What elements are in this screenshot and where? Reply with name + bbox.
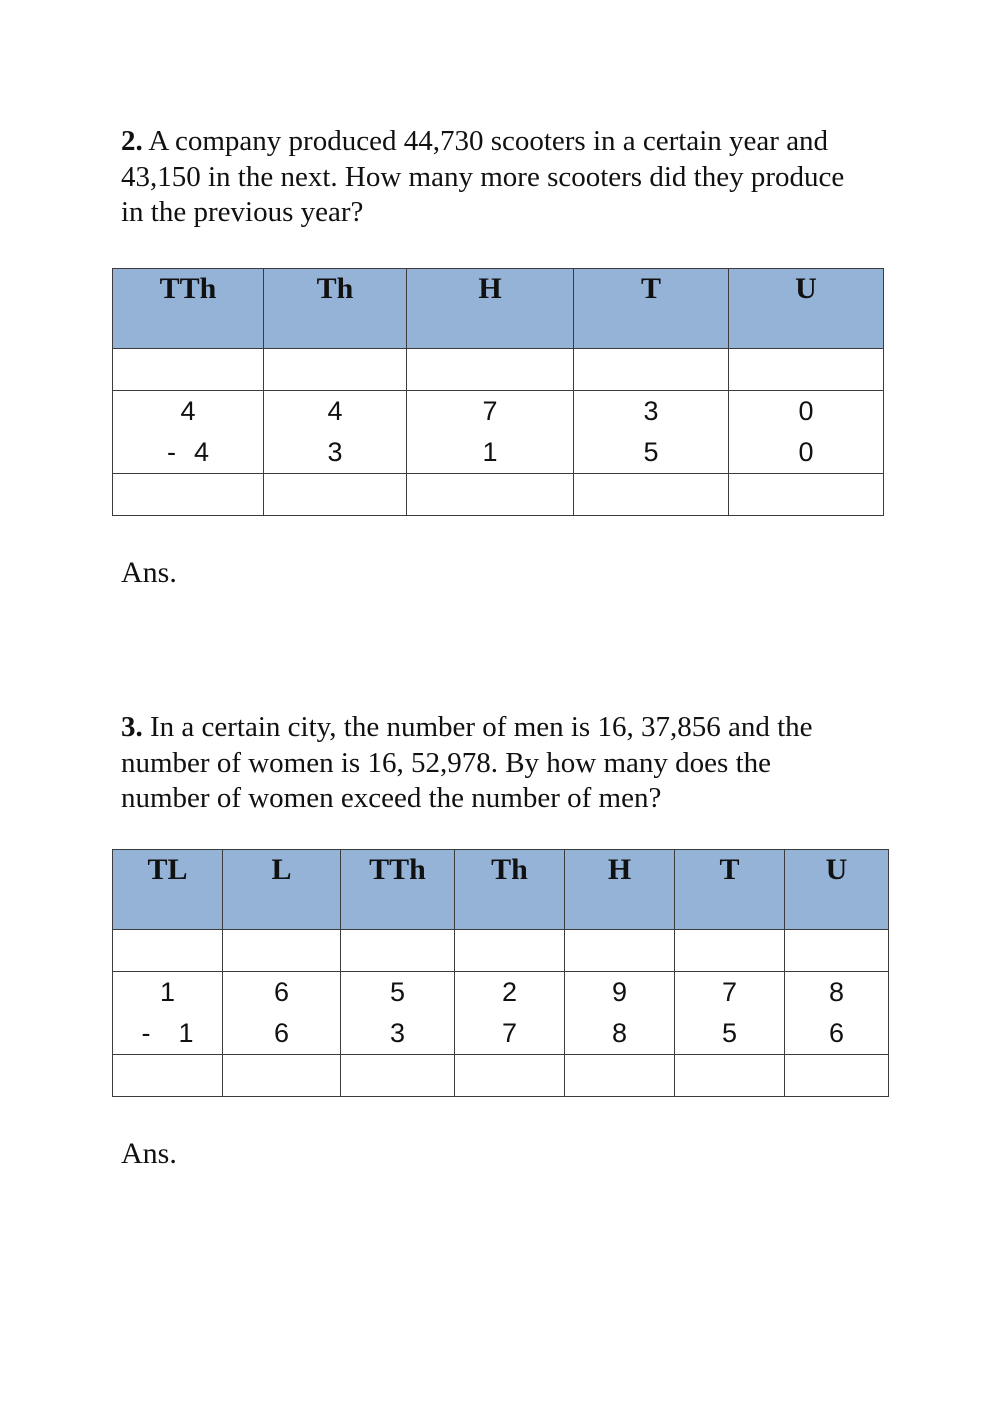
minuend-digit: 2 xyxy=(501,977,518,1007)
digit-cell xyxy=(113,391,264,474)
question-2-line-3: in the previous year? xyxy=(121,196,364,228)
minuend-digit: 7 xyxy=(721,977,738,1007)
digit-cell xyxy=(785,972,889,1055)
minuend-digit: 6 xyxy=(273,977,290,1007)
header-cell: Th xyxy=(264,269,407,349)
subtrahend-digit: 5 xyxy=(721,1018,738,1048)
question-3-number: 3. xyxy=(121,711,143,743)
minuend-digit: 3 xyxy=(643,396,659,426)
answer-cell[interactable] xyxy=(565,1055,675,1097)
question-2-line-2: 43,150 in the next. How many more scooters did they produce xyxy=(121,160,845,193)
header-cell: TTh xyxy=(113,269,264,349)
header-cell: T xyxy=(574,269,729,349)
subtraction-row xyxy=(113,391,884,474)
subtrahend-digit-with-sign: - 4 xyxy=(113,432,263,473)
answer-row xyxy=(113,474,884,516)
answer-cell[interactable] xyxy=(113,1055,223,1097)
header-cell: T xyxy=(675,850,785,930)
digit-cell xyxy=(455,972,565,1055)
blank-cell[interactable] xyxy=(407,349,574,391)
digit-cell xyxy=(729,391,884,474)
question-2-line-1: 2. A company produced 44,730 scooters in a certain year and xyxy=(121,125,829,157)
blank-cell[interactable] xyxy=(565,930,675,972)
answer-cell[interactable] xyxy=(574,474,729,516)
minus-sign: - xyxy=(141,1018,151,1048)
minuend-digit: 9 xyxy=(611,977,628,1007)
answer-cell[interactable] xyxy=(785,1055,889,1097)
minuend-digit: 0 xyxy=(798,396,814,426)
answer-cell[interactable] xyxy=(675,1055,785,1097)
header-cell: H xyxy=(565,850,675,930)
minuend-digit: 4 xyxy=(327,396,343,426)
subtrahend-digit: 3 xyxy=(327,437,343,467)
digit-cell xyxy=(341,972,455,1055)
blank-cell[interactable] xyxy=(574,349,729,391)
subtrahend-digit-with-sign: - 1 xyxy=(113,1013,222,1054)
answer-row xyxy=(113,1055,889,1097)
subtrahend-digit: 8 xyxy=(611,1018,628,1048)
question-3-line-1: 3. In a certain city, the number of men is 16, 37,856 and the xyxy=(121,711,813,743)
header-cell: U xyxy=(785,850,889,930)
answer-cell[interactable] xyxy=(341,1055,455,1097)
digit-cell xyxy=(113,972,223,1055)
digit-cell xyxy=(565,972,675,1055)
blank-cell[interactable] xyxy=(341,930,455,972)
minuend-digit: 7 xyxy=(482,396,498,426)
subtraction-row xyxy=(113,972,889,1055)
answer-cell[interactable] xyxy=(407,474,574,516)
minus-sign: - xyxy=(166,437,176,467)
subtrahend-digit: 6 xyxy=(273,1018,290,1048)
subtrahend-digit: 7 xyxy=(501,1018,518,1048)
answer-cell[interactable] xyxy=(729,474,884,516)
blank-cell[interactable] xyxy=(264,349,407,391)
answer-cell[interactable] xyxy=(113,474,264,516)
digit-cell xyxy=(264,391,407,474)
blank-cell[interactable] xyxy=(113,349,264,391)
header-cell: U xyxy=(729,269,884,349)
header-cell: TL xyxy=(113,850,223,930)
carry-row xyxy=(113,349,884,391)
question-3-line-3: number of women exceed the number of men? xyxy=(121,782,662,814)
header-cell: Th xyxy=(455,850,565,930)
question-2-text xyxy=(121,124,891,231)
answer-cell[interactable] xyxy=(264,474,407,516)
question-3-place-value-table xyxy=(112,849,889,1097)
blank-cell[interactable] xyxy=(455,930,565,972)
blank-cell[interactable] xyxy=(729,349,884,391)
answer-cell[interactable] xyxy=(455,1055,565,1097)
digit-cell xyxy=(675,972,785,1055)
subtrahend-digit: 5 xyxy=(643,437,659,467)
question-3-line-2: number of women is 16, 52,978. By how many does the xyxy=(121,746,772,779)
table-header-row xyxy=(113,269,884,349)
minuend-digit: 1 xyxy=(159,977,176,1007)
minuend-digit: 4 xyxy=(180,396,196,426)
blank-cell[interactable] xyxy=(675,930,785,972)
question-2-answer-label: Ans. xyxy=(121,556,177,589)
blank-cell[interactable] xyxy=(785,930,889,972)
subtrahend-digit: 1 xyxy=(482,437,498,467)
minuend-digit: 5 xyxy=(389,977,406,1007)
question-2-place-value-table xyxy=(112,268,884,516)
digit-cell xyxy=(574,391,729,474)
subtrahend-digit: 3 xyxy=(389,1018,406,1048)
question-2-number: 2. xyxy=(121,125,143,157)
table-header-row xyxy=(113,850,889,930)
question-3-text xyxy=(121,710,891,817)
carry-row xyxy=(113,930,889,972)
answer-cell[interactable] xyxy=(223,1055,341,1097)
header-cell: H xyxy=(407,269,574,349)
header-cell: TTh xyxy=(341,850,455,930)
blank-cell[interactable] xyxy=(113,930,223,972)
subtrahend-digit: 6 xyxy=(828,1018,845,1048)
minuend-digit: 8 xyxy=(828,977,845,1007)
digit-cell xyxy=(407,391,574,474)
header-cell: L xyxy=(223,850,341,930)
subtrahend-digit: 0 xyxy=(798,437,814,467)
question-3-answer-label: Ans. xyxy=(121,1137,177,1170)
blank-cell[interactable] xyxy=(223,930,341,972)
digit-cell xyxy=(223,972,341,1055)
